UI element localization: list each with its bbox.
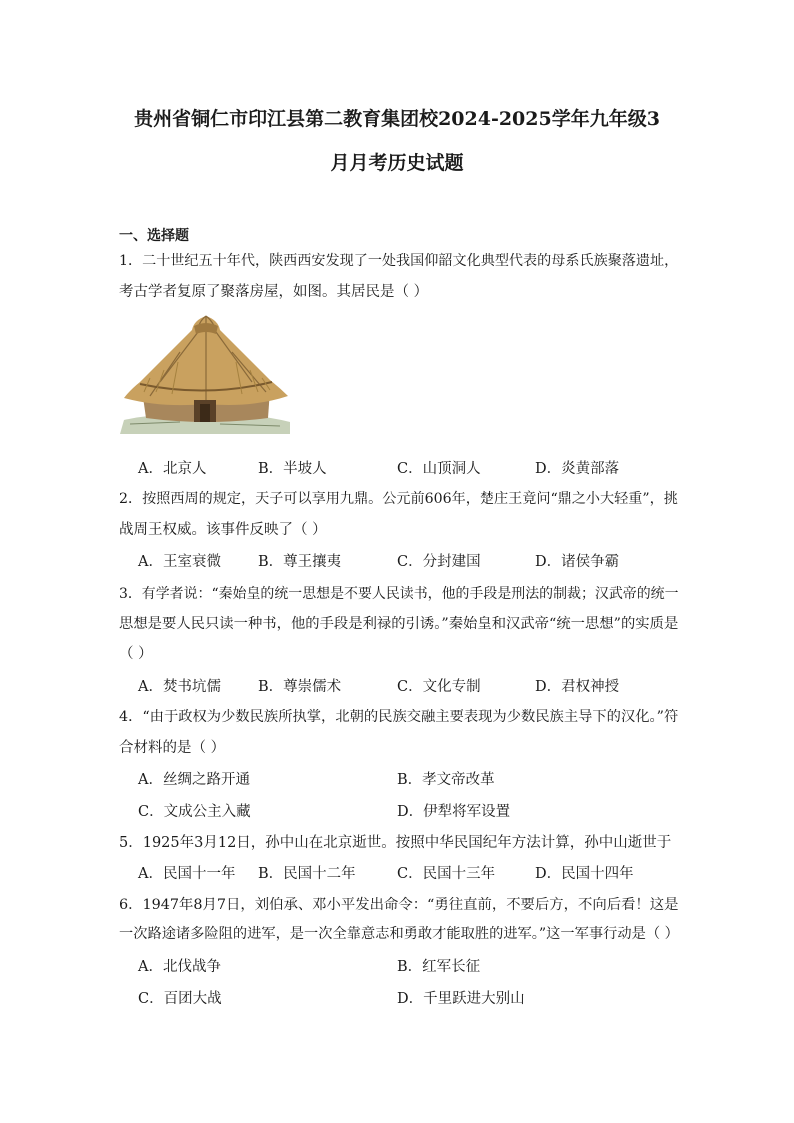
question-1-option-c: C．山顶洞人 [397, 461, 481, 477]
question-6-line-2: 一次路途诸多险阻的进军，是一次全靠意志和勇敢才能取胜的进军。”这一军事行动是（ ） [119, 926, 679, 942]
question-2-option-b: B．尊王攘夷 [258, 554, 342, 570]
question-6-option-a: A．北伐战争 [138, 959, 221, 975]
section-heading: 一、选择题 [119, 228, 189, 244]
question-1-option-b: B．半坡人 [258, 461, 327, 477]
question-4-option-a: A．丝绸之路开通 [138, 772, 250, 788]
question-6-option-b: B．红军长征 [397, 959, 481, 975]
question-3-line-1: 3．有学者说：“秦始皇的统一思想是不要人民读书，他的手段是刑法的制裁；汉武帝的统一 [119, 586, 679, 602]
question-3-option-c: C．文化专制 [397, 679, 481, 695]
thatched-hut-illustration [120, 312, 292, 434]
question-1-line-1: 1．二十世纪五十年代，陕西西安发现了一处我国仰韶文化典型代表的母系氏族聚落遗址， [119, 253, 679, 269]
question-3-option-a: A．焚书坑儒 [138, 679, 221, 695]
page-title-line-2: 月月考历史试题 [330, 152, 464, 174]
question-4-option-b: B．孝文帝改革 [397, 772, 495, 788]
question-2-option-a: A．王室衰微 [138, 554, 221, 570]
question-3-line-3: （ ） [119, 646, 153, 662]
question-4-option-c: C．文成公主入藏 [138, 804, 251, 820]
question-5-line-1: 5．1925年3月12日，孙中山在北京逝世。按照中华民国纪年方法计算，孙中山逝世于 [119, 835, 672, 851]
question-5-option-c: C．民国十三年 [397, 866, 496, 882]
question-2-option-d: D．诸侯争霸 [535, 554, 620, 570]
question-3-line-2: 思想是要人民只读一种书，他的手段是利禄的引诱。”秦始皇和汉武帝“统一思想”的实质是 [119, 616, 679, 632]
question-6-option-c: C．百团大战 [138, 991, 222, 1007]
question-6-option-d: D．千里跃进大别山 [397, 991, 525, 1007]
question-2-line-1: 2．按照西周的规定，天子可以享用九鼎。公元前606年，楚庄王竟问“鼎之小大轻重”，挑 [119, 491, 678, 507]
question-4-option-d: D．伊犁将军设置 [397, 804, 511, 820]
question-2-option-c: C．分封建国 [397, 554, 481, 570]
question-5-option-a: A．民国十一年 [138, 866, 236, 882]
question-3-option-d: D．君权神授 [535, 679, 620, 695]
question-5-option-b: B．民国十二年 [258, 866, 356, 882]
question-4-line-1: 4．“由于政权为少数民族所执掌，北朝的民族交融主要表现为少数民族主导下的汉化。”符 [119, 709, 679, 725]
question-6-line-1: 6．1947年8月7日，刘伯承、邓小平发出命令：“勇往直前，不要后方，不向后看！这是 [119, 897, 679, 913]
question-1-option-d: D．炎黄部落 [535, 461, 620, 477]
question-1-option-a: A．北京人 [138, 461, 207, 477]
question-4-line-2: 合材料的是（ ） [119, 740, 226, 756]
question-1-line-2: 考古学者复原了聚落房屋，如图。其居民是（ ） [119, 284, 429, 300]
question-3-option-b: B．尊崇儒术 [258, 679, 342, 695]
question-5-option-d: D．民国十四年 [535, 866, 634, 882]
question-2-line-2: 战周王权威。该事件反映了（ ） [119, 522, 327, 538]
page-title-line-1: 贵州省铜仁市印江县第二教育集团校2024-2025学年九年级3 [134, 108, 660, 130]
